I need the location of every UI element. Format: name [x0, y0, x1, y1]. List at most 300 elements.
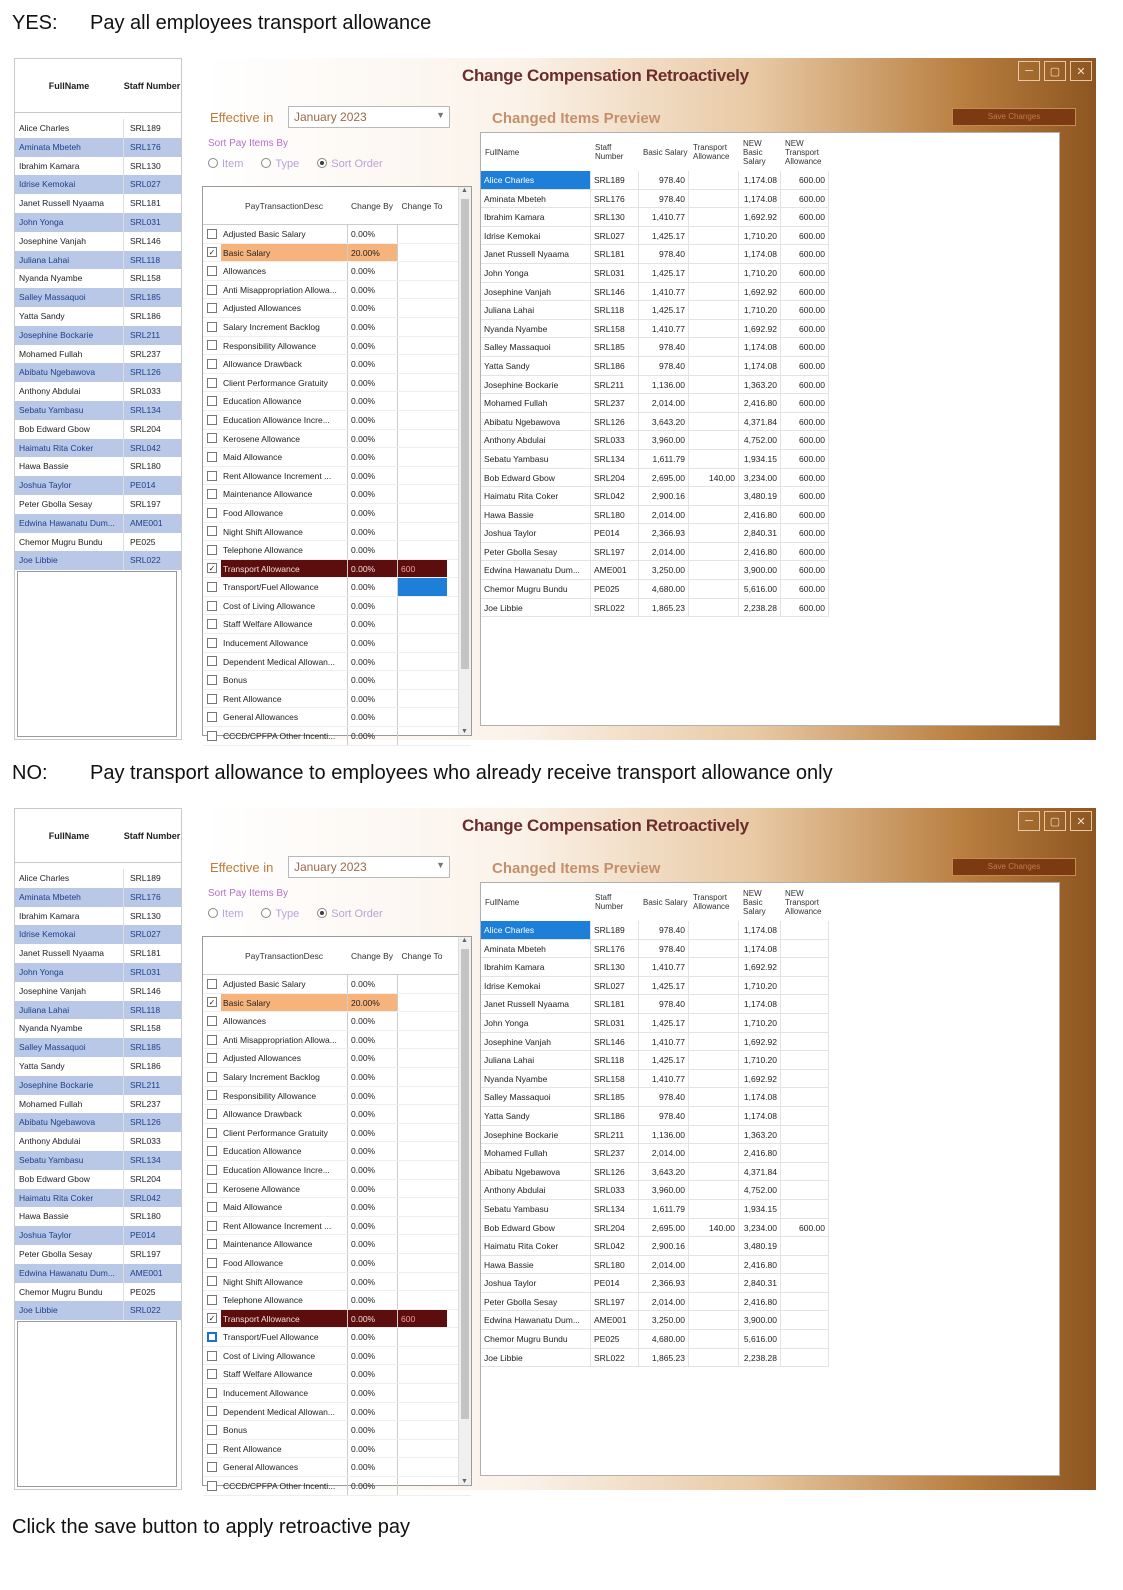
preview-row[interactable]: [481, 1070, 1059, 1089]
radio-icon[interactable]: [317, 908, 327, 918]
pay-item-change-to[interactable]: [397, 448, 447, 466]
preview-row[interactable]: [481, 1088, 1059, 1107]
pay-item-change-by[interactable]: 0.00%: [347, 1347, 397, 1365]
pay-item-change-by[interactable]: 0.00%: [347, 1124, 397, 1142]
pay-item-change-by[interactable]: 0.00%: [347, 281, 397, 299]
pay-item-row[interactable]: [203, 541, 471, 560]
employee-row[interactable]: [15, 1057, 181, 1076]
pay-item-row[interactable]: [203, 1012, 471, 1031]
minimize-icon[interactable]: ─: [1018, 811, 1040, 831]
preview-row[interactable]: [481, 1014, 1059, 1033]
preview-row[interactable]: [481, 1274, 1059, 1293]
employee-row[interactable]: [15, 944, 181, 963]
pay-item-change-by[interactable]: 0.00%: [347, 1161, 397, 1179]
pay-item-row[interactable]: [203, 578, 471, 597]
pay-item-change-by[interactable]: 0.00%: [347, 448, 397, 466]
employee-row[interactable]: [15, 1226, 181, 1245]
employee-row[interactable]: [15, 363, 181, 382]
checkbox-icon[interactable]: [207, 619, 217, 629]
preview-row[interactable]: [481, 1051, 1059, 1070]
pay-item-row[interactable]: [203, 504, 471, 523]
pay-item-change-to[interactable]: [397, 578, 447, 596]
pay-item-change-to[interactable]: [397, 690, 447, 708]
checkbox-icon[interactable]: [207, 1481, 217, 1491]
checkbox-icon[interactable]: ✓: [208, 564, 216, 574]
employee-row[interactable]: [15, 907, 181, 926]
preview-row[interactable]: [481, 1107, 1059, 1126]
pay-item-change-to[interactable]: [397, 430, 447, 448]
employee-row[interactable]: [15, 982, 181, 1001]
preview-row[interactable]: [481, 1126, 1059, 1145]
pay-item-change-by[interactable]: 0.00%: [347, 708, 397, 726]
employee-row[interactable]: [15, 307, 181, 326]
col-preview-new-transport[interactable]: NEW Transport Allowance: [785, 888, 822, 916]
checkbox-icon[interactable]: [207, 979, 217, 989]
pay-item-row[interactable]: [203, 281, 471, 300]
pay-item-change-by[interactable]: 0.00%: [347, 1310, 397, 1328]
pay-item-row[interactable]: [203, 727, 471, 746]
preview-row[interactable]: [481, 376, 1059, 395]
pay-item-change-to[interactable]: 600: [397, 1310, 447, 1328]
pay-item-row[interactable]: [203, 374, 471, 393]
employee-row[interactable]: [15, 345, 181, 364]
employee-row[interactable]: [15, 119, 181, 138]
save-changes-button[interactable]: Save Changes: [952, 858, 1076, 876]
pay-item-row[interactable]: [203, 1235, 471, 1254]
pay-item-change-to[interactable]: [397, 1068, 447, 1086]
pay-item-change-by[interactable]: 0.00%: [347, 1477, 397, 1495]
pay-item-change-to[interactable]: [397, 1180, 447, 1198]
preview-row[interactable]: [481, 1311, 1059, 1330]
preview-row[interactable]: [481, 469, 1059, 488]
pay-item-change-by[interactable]: 0.00%: [347, 1012, 397, 1030]
checkbox-icon[interactable]: [207, 675, 217, 685]
pay-item-change-to[interactable]: [397, 1031, 447, 1049]
col-change-to[interactable]: Change To: [401, 950, 443, 961]
radio-icon[interactable]: [208, 158, 218, 168]
preview-row[interactable]: [481, 1256, 1059, 1275]
checkbox-icon[interactable]: [207, 1425, 217, 1435]
pay-item-change-to[interactable]: [397, 1012, 447, 1030]
pay-item-row[interactable]: [203, 615, 471, 634]
pay-item-change-by[interactable]: 0.00%: [347, 634, 397, 652]
pay-item-change-to[interactable]: [397, 1142, 447, 1160]
employee-row[interactable]: [15, 194, 181, 213]
effective-month-select[interactable]: [288, 856, 450, 878]
preview-row[interactable]: [481, 1200, 1059, 1219]
checkbox-icon[interactable]: [207, 1258, 217, 1268]
employee-row[interactable]: [15, 326, 181, 345]
pay-item-change-to[interactable]: [397, 485, 447, 503]
pay-item-change-by[interactable]: 0.00%: [347, 975, 397, 993]
pay-item-change-to[interactable]: [397, 597, 447, 615]
pay-item-row[interactable]: [203, 1440, 471, 1459]
employee-row[interactable]: [15, 1151, 181, 1170]
pay-item-change-to[interactable]: [397, 1384, 447, 1402]
pay-item-change-by[interactable]: 0.00%: [347, 1458, 397, 1476]
pay-item-change-by[interactable]: 0.00%: [347, 1440, 397, 1458]
checkbox-icon[interactable]: [207, 1221, 217, 1231]
pay-item-change-by[interactable]: 0.00%: [347, 225, 397, 243]
preview-row[interactable]: [481, 1330, 1059, 1349]
preview-row[interactable]: [481, 338, 1059, 357]
checkbox-icon[interactable]: [207, 508, 217, 518]
pay-item-row[interactable]: [203, 671, 471, 690]
employee-row[interactable]: [15, 251, 181, 270]
pay-item-row[interactable]: [203, 225, 471, 244]
checkbox-icon[interactable]: ✓: [208, 1314, 216, 1324]
preview-row[interactable]: [481, 1293, 1059, 1312]
pay-item-row[interactable]: [203, 690, 471, 709]
pay-item-row[interactable]: [203, 1347, 471, 1366]
pay-item-change-to[interactable]: [397, 727, 447, 745]
checkbox-icon[interactable]: [207, 396, 217, 406]
pay-item-change-to[interactable]: [397, 262, 447, 280]
checkbox-icon[interactable]: [207, 1351, 217, 1361]
checkbox-icon[interactable]: [207, 731, 217, 741]
employee-row[interactable]: [15, 1095, 181, 1114]
employee-row[interactable]: [15, 514, 181, 533]
pay-item-change-to[interactable]: 600: [397, 560, 447, 578]
pay-item-change-to[interactable]: [397, 634, 447, 652]
employee-row[interactable]: [15, 1132, 181, 1151]
preview-row[interactable]: [481, 1033, 1059, 1052]
preview-row[interactable]: [481, 1237, 1059, 1256]
pay-item-change-by[interactable]: 0.00%: [347, 578, 397, 596]
scroll-down-icon[interactable]: ▼: [461, 1478, 468, 1485]
pay-item-row[interactable]: [203, 411, 471, 430]
col-preview-new-basic[interactable]: NEW Basic Salary: [743, 138, 766, 166]
preview-row[interactable]: [481, 940, 1059, 959]
col-staff-number[interactable]: Staff Number: [123, 80, 181, 91]
pay-item-change-by[interactable]: 0.00%: [347, 523, 397, 541]
checkbox-icon[interactable]: [207, 1406, 217, 1416]
employee-row[interactable]: [15, 1301, 181, 1320]
checkbox-icon[interactable]: [207, 1295, 217, 1305]
pay-item-row[interactable]: [203, 1254, 471, 1273]
pay-item-change-by[interactable]: 0.00%: [347, 671, 397, 689]
employee-row[interactable]: [15, 382, 181, 401]
pay-item-change-to[interactable]: [397, 975, 447, 993]
radio-icon[interactable]: [317, 158, 327, 168]
pay-item-row[interactable]: [203, 448, 471, 467]
employee-row[interactable]: [15, 1189, 181, 1208]
pay-item-row[interactable]: [203, 523, 471, 542]
pay-item-change-to[interactable]: [397, 1403, 447, 1421]
pay-item-row[interactable]: [203, 1031, 471, 1050]
scroll-thumb[interactable]: [461, 199, 469, 669]
pay-item-change-to[interactable]: [397, 1291, 447, 1309]
pay-item-change-to[interactable]: [397, 1273, 447, 1291]
col-preview-new-basic[interactable]: NEW Basic Salary: [743, 888, 766, 916]
checkbox-icon[interactable]: [207, 1016, 217, 1026]
pay-item-change-to[interactable]: [397, 994, 447, 1012]
pay-item-change-by[interactable]: 0.00%: [347, 727, 397, 745]
pay-item-change-to[interactable]: [397, 1440, 447, 1458]
checkbox-icon[interactable]: [207, 452, 217, 462]
checkbox-icon[interactable]: [207, 1146, 217, 1156]
employee-row[interactable]: [15, 888, 181, 907]
pay-item-change-by[interactable]: 0.00%: [347, 1031, 397, 1049]
minimize-icon[interactable]: ─: [1018, 61, 1040, 81]
pay-item-change-to[interactable]: [397, 1217, 447, 1235]
checkbox-icon[interactable]: [207, 489, 217, 499]
pay-item-change-by[interactable]: 0.00%: [347, 690, 397, 708]
pay-item-change-to[interactable]: [397, 671, 447, 689]
checkbox-icon[interactable]: ✓: [208, 248, 216, 258]
pay-items-scrollbar[interactable]: [458, 937, 471, 1485]
checkbox-icon[interactable]: [207, 582, 217, 592]
preview-row[interactable]: [481, 301, 1059, 320]
employee-row[interactable]: [15, 269, 181, 288]
pay-item-change-to[interactable]: [397, 1328, 447, 1346]
pay-item-change-to[interactable]: [397, 541, 447, 559]
checkbox-icon[interactable]: [207, 656, 217, 666]
pay-item-row[interactable]: [203, 244, 471, 263]
checkbox-icon[interactable]: [207, 1462, 217, 1472]
preview-row[interactable]: [481, 431, 1059, 450]
col-pay-desc[interactable]: PayTransactionDesc: [244, 950, 324, 961]
pay-item-change-to[interactable]: [397, 615, 447, 633]
pay-item-change-by[interactable]: 0.00%: [347, 597, 397, 615]
pay-item-row[interactable]: [203, 1049, 471, 1068]
pay-item-row[interactable]: [203, 392, 471, 411]
preview-row[interactable]: [481, 413, 1059, 432]
sort-option-item[interactable]: [208, 158, 243, 170]
checkbox-icon[interactable]: [207, 526, 217, 536]
preview-row[interactable]: [481, 264, 1059, 283]
col-preview-transport[interactable]: Transport Allowance: [693, 893, 730, 911]
pay-item-change-to[interactable]: [397, 392, 447, 410]
checkbox-icon[interactable]: [207, 1444, 217, 1454]
pay-item-change-by[interactable]: 0.00%: [347, 504, 397, 522]
employee-row[interactable]: [15, 213, 181, 232]
pay-item-change-by[interactable]: 0.00%: [347, 615, 397, 633]
pay-item-change-by[interactable]: 0.00%: [347, 1087, 397, 1105]
checkbox-icon[interactable]: [207, 1239, 217, 1249]
pay-item-row[interactable]: [203, 1403, 471, 1422]
pay-item-row[interactable]: [203, 262, 471, 281]
pay-item-change-to[interactable]: [397, 1124, 447, 1142]
preview-row[interactable]: [481, 1163, 1059, 1182]
preview-row[interactable]: [481, 921, 1059, 940]
pay-item-row[interactable]: [203, 1458, 471, 1477]
employee-row[interactable]: [15, 495, 181, 514]
pay-item-change-to[interactable]: [397, 355, 447, 373]
employee-row[interactable]: [15, 1001, 181, 1020]
checkbox-icon[interactable]: [207, 415, 217, 425]
col-fullname[interactable]: FullName: [48, 80, 90, 91]
preview-row[interactable]: [481, 543, 1059, 562]
checkbox-icon[interactable]: ✓: [208, 998, 216, 1008]
pay-item-change-to[interactable]: [397, 1198, 447, 1216]
radio-icon[interactable]: [261, 908, 271, 918]
pay-item-row[interactable]: [203, 1384, 471, 1403]
checkbox-icon[interactable]: [207, 378, 217, 388]
preview-row[interactable]: [481, 320, 1059, 339]
preview-row[interactable]: [481, 245, 1059, 264]
col-change-by[interactable]: Change By: [350, 950, 394, 961]
save-changes-button[interactable]: Save Changes: [952, 108, 1076, 126]
pay-item-change-by[interactable]: 0.00%: [347, 541, 397, 559]
pay-item-change-by[interactable]: 0.00%: [347, 430, 397, 448]
preview-row[interactable]: [481, 561, 1059, 580]
pay-item-change-by[interactable]: 0.00%: [347, 1403, 397, 1421]
employee-row[interactable]: [15, 1245, 181, 1264]
preview-row[interactable]: [481, 1219, 1059, 1238]
employee-row[interactable]: [15, 232, 181, 251]
pay-item-change-to[interactable]: [397, 708, 447, 726]
employee-row[interactable]: [15, 476, 181, 495]
pay-item-change-to[interactable]: [397, 467, 447, 485]
pay-item-change-to[interactable]: [397, 1087, 447, 1105]
pay-item-row[interactable]: [203, 1365, 471, 1384]
checkbox-icon[interactable]: [207, 1090, 217, 1100]
pay-item-row[interactable]: [203, 1105, 471, 1124]
checkbox-icon[interactable]: [207, 712, 217, 722]
checkbox-icon[interactable]: [207, 601, 217, 611]
pay-item-row[interactable]: [203, 299, 471, 318]
preview-row[interactable]: [481, 1144, 1059, 1163]
employee-row[interactable]: [15, 1019, 181, 1038]
preview-row[interactable]: [481, 1349, 1059, 1368]
pay-item-row[interactable]: [203, 1087, 471, 1106]
pay-item-row[interactable]: [203, 1180, 471, 1199]
pay-item-change-by[interactable]: 0.00%: [347, 299, 397, 317]
col-preview-fullname[interactable]: FullName: [485, 147, 520, 157]
preview-row[interactable]: [481, 977, 1059, 996]
pay-item-change-by[interactable]: 0.00%: [347, 392, 397, 410]
pay-item-change-by[interactable]: 0.00%: [347, 337, 397, 355]
close-icon[interactable]: ✕: [1070, 61, 1092, 81]
employee-row[interactable]: [15, 138, 181, 157]
col-change-by[interactable]: Change By: [350, 200, 394, 211]
pay-items-scrollbar[interactable]: [458, 187, 471, 735]
employee-row[interactable]: [15, 457, 181, 476]
scroll-down-icon[interactable]: ▼: [461, 728, 468, 735]
employee-row[interactable]: [15, 1170, 181, 1189]
sort-option-sort-order[interactable]: [317, 908, 382, 920]
pay-item-change-by[interactable]: 0.00%: [347, 411, 397, 429]
pay-item-change-to[interactable]: [397, 523, 447, 541]
scroll-up-icon[interactable]: ▲: [461, 187, 468, 194]
checkbox-icon[interactable]: [207, 1128, 217, 1138]
pay-item-change-by[interactable]: 0.00%: [347, 560, 397, 578]
pay-item-change-by[interactable]: 0.00%: [347, 1105, 397, 1123]
scroll-thumb[interactable]: [461, 949, 469, 1419]
pay-item-change-to[interactable]: [397, 1161, 447, 1179]
pay-item-change-to[interactable]: [397, 411, 447, 429]
pay-item-row[interactable]: [203, 708, 471, 727]
sort-option-type[interactable]: [261, 158, 299, 170]
pay-item-row[interactable]: [203, 430, 471, 449]
pay-item-change-to[interactable]: [397, 1254, 447, 1272]
pay-item-change-by[interactable]: 0.00%: [347, 1198, 397, 1216]
checkbox-icon[interactable]: [207, 1072, 217, 1082]
checkbox-icon[interactable]: [207, 1388, 217, 1398]
pay-item-change-by[interactable]: 0.00%: [347, 1235, 397, 1253]
col-preview-transport[interactable]: Transport Allowance: [693, 143, 730, 161]
preview-row[interactable]: [481, 958, 1059, 977]
preview-row[interactable]: [481, 394, 1059, 413]
checkbox-icon[interactable]: [207, 1183, 217, 1193]
pay-item-row[interactable]: [203, 1328, 471, 1347]
pay-item-change-by[interactable]: 0.00%: [347, 1421, 397, 1439]
pay-item-change-by[interactable]: 0.00%: [347, 467, 397, 485]
pay-item-change-by[interactable]: 0.00%: [347, 485, 397, 503]
pay-item-row[interactable]: [203, 994, 471, 1013]
close-icon[interactable]: ✕: [1070, 811, 1092, 831]
col-fullname[interactable]: FullName: [48, 830, 90, 841]
pay-item-row[interactable]: [203, 1477, 471, 1496]
col-preview-basic[interactable]: Basic Salary: [643, 147, 688, 157]
pay-item-change-by[interactable]: 0.00%: [347, 374, 397, 392]
pay-item-change-to[interactable]: [397, 1477, 447, 1495]
checkbox-icon[interactable]: [207, 1276, 217, 1286]
pay-item-change-to[interactable]: [397, 1458, 447, 1476]
pay-item-change-by[interactable]: 0.00%: [347, 1273, 397, 1291]
employee-row[interactable]: [15, 157, 181, 176]
checkbox-icon[interactable]: [207, 1165, 217, 1175]
preview-row[interactable]: [481, 357, 1059, 376]
employee-row[interactable]: [15, 925, 181, 944]
checkbox-icon[interactable]: [207, 1035, 217, 1045]
pay-item-row[interactable]: [203, 975, 471, 994]
pay-item-change-by[interactable]: 0.00%: [347, 1254, 397, 1272]
maximize-icon[interactable]: ▢: [1044, 811, 1066, 831]
checkbox-icon[interactable]: [207, 471, 217, 481]
pay-item-change-by[interactable]: 0.00%: [347, 1291, 397, 1309]
pay-item-row[interactable]: [203, 467, 471, 486]
pay-item-change-to[interactable]: [397, 1347, 447, 1365]
pay-item-change-to[interactable]: [397, 504, 447, 522]
pay-item-change-by[interactable]: 0.00%: [347, 318, 397, 336]
employee-row[interactable]: [15, 439, 181, 458]
pay-item-change-to[interactable]: [397, 1235, 447, 1253]
employee-row[interactable]: [15, 1113, 181, 1132]
checkbox-icon[interactable]: [207, 303, 217, 313]
pay-item-change-to[interactable]: [397, 1105, 447, 1123]
preview-row[interactable]: [481, 995, 1059, 1014]
maximize-icon[interactable]: ▢: [1044, 61, 1066, 81]
employee-row[interactable]: [15, 1038, 181, 1057]
pay-item-row[interactable]: [203, 1124, 471, 1143]
pay-item-change-to[interactable]: [397, 244, 447, 262]
employee-row[interactable]: [15, 288, 181, 307]
pay-item-change-to[interactable]: [397, 318, 447, 336]
pay-item-change-to[interactable]: [397, 1049, 447, 1067]
pay-item-row[interactable]: [203, 318, 471, 337]
checkbox-icon[interactable]: [207, 229, 217, 239]
pay-item-row[interactable]: [203, 355, 471, 374]
pay-item-change-to[interactable]: [397, 281, 447, 299]
pay-item-row[interactable]: [203, 1161, 471, 1180]
pay-item-row[interactable]: [203, 1310, 471, 1329]
pay-item-change-by[interactable]: 0.00%: [347, 1142, 397, 1160]
employee-row[interactable]: [15, 533, 181, 552]
pay-item-row[interactable]: [203, 560, 471, 579]
checkbox-icon[interactable]: [207, 638, 217, 648]
preview-row[interactable]: [481, 171, 1059, 190]
employee-row[interactable]: [15, 175, 181, 194]
col-staff-number[interactable]: Staff Number: [123, 830, 181, 841]
effective-month-select[interactable]: [288, 106, 450, 128]
pay-item-row[interactable]: [203, 485, 471, 504]
employee-row[interactable]: [15, 963, 181, 982]
pay-item-row[interactable]: [203, 1273, 471, 1292]
preview-row[interactable]: [481, 450, 1059, 469]
pay-item-change-by[interactable]: 0.00%: [347, 1049, 397, 1067]
